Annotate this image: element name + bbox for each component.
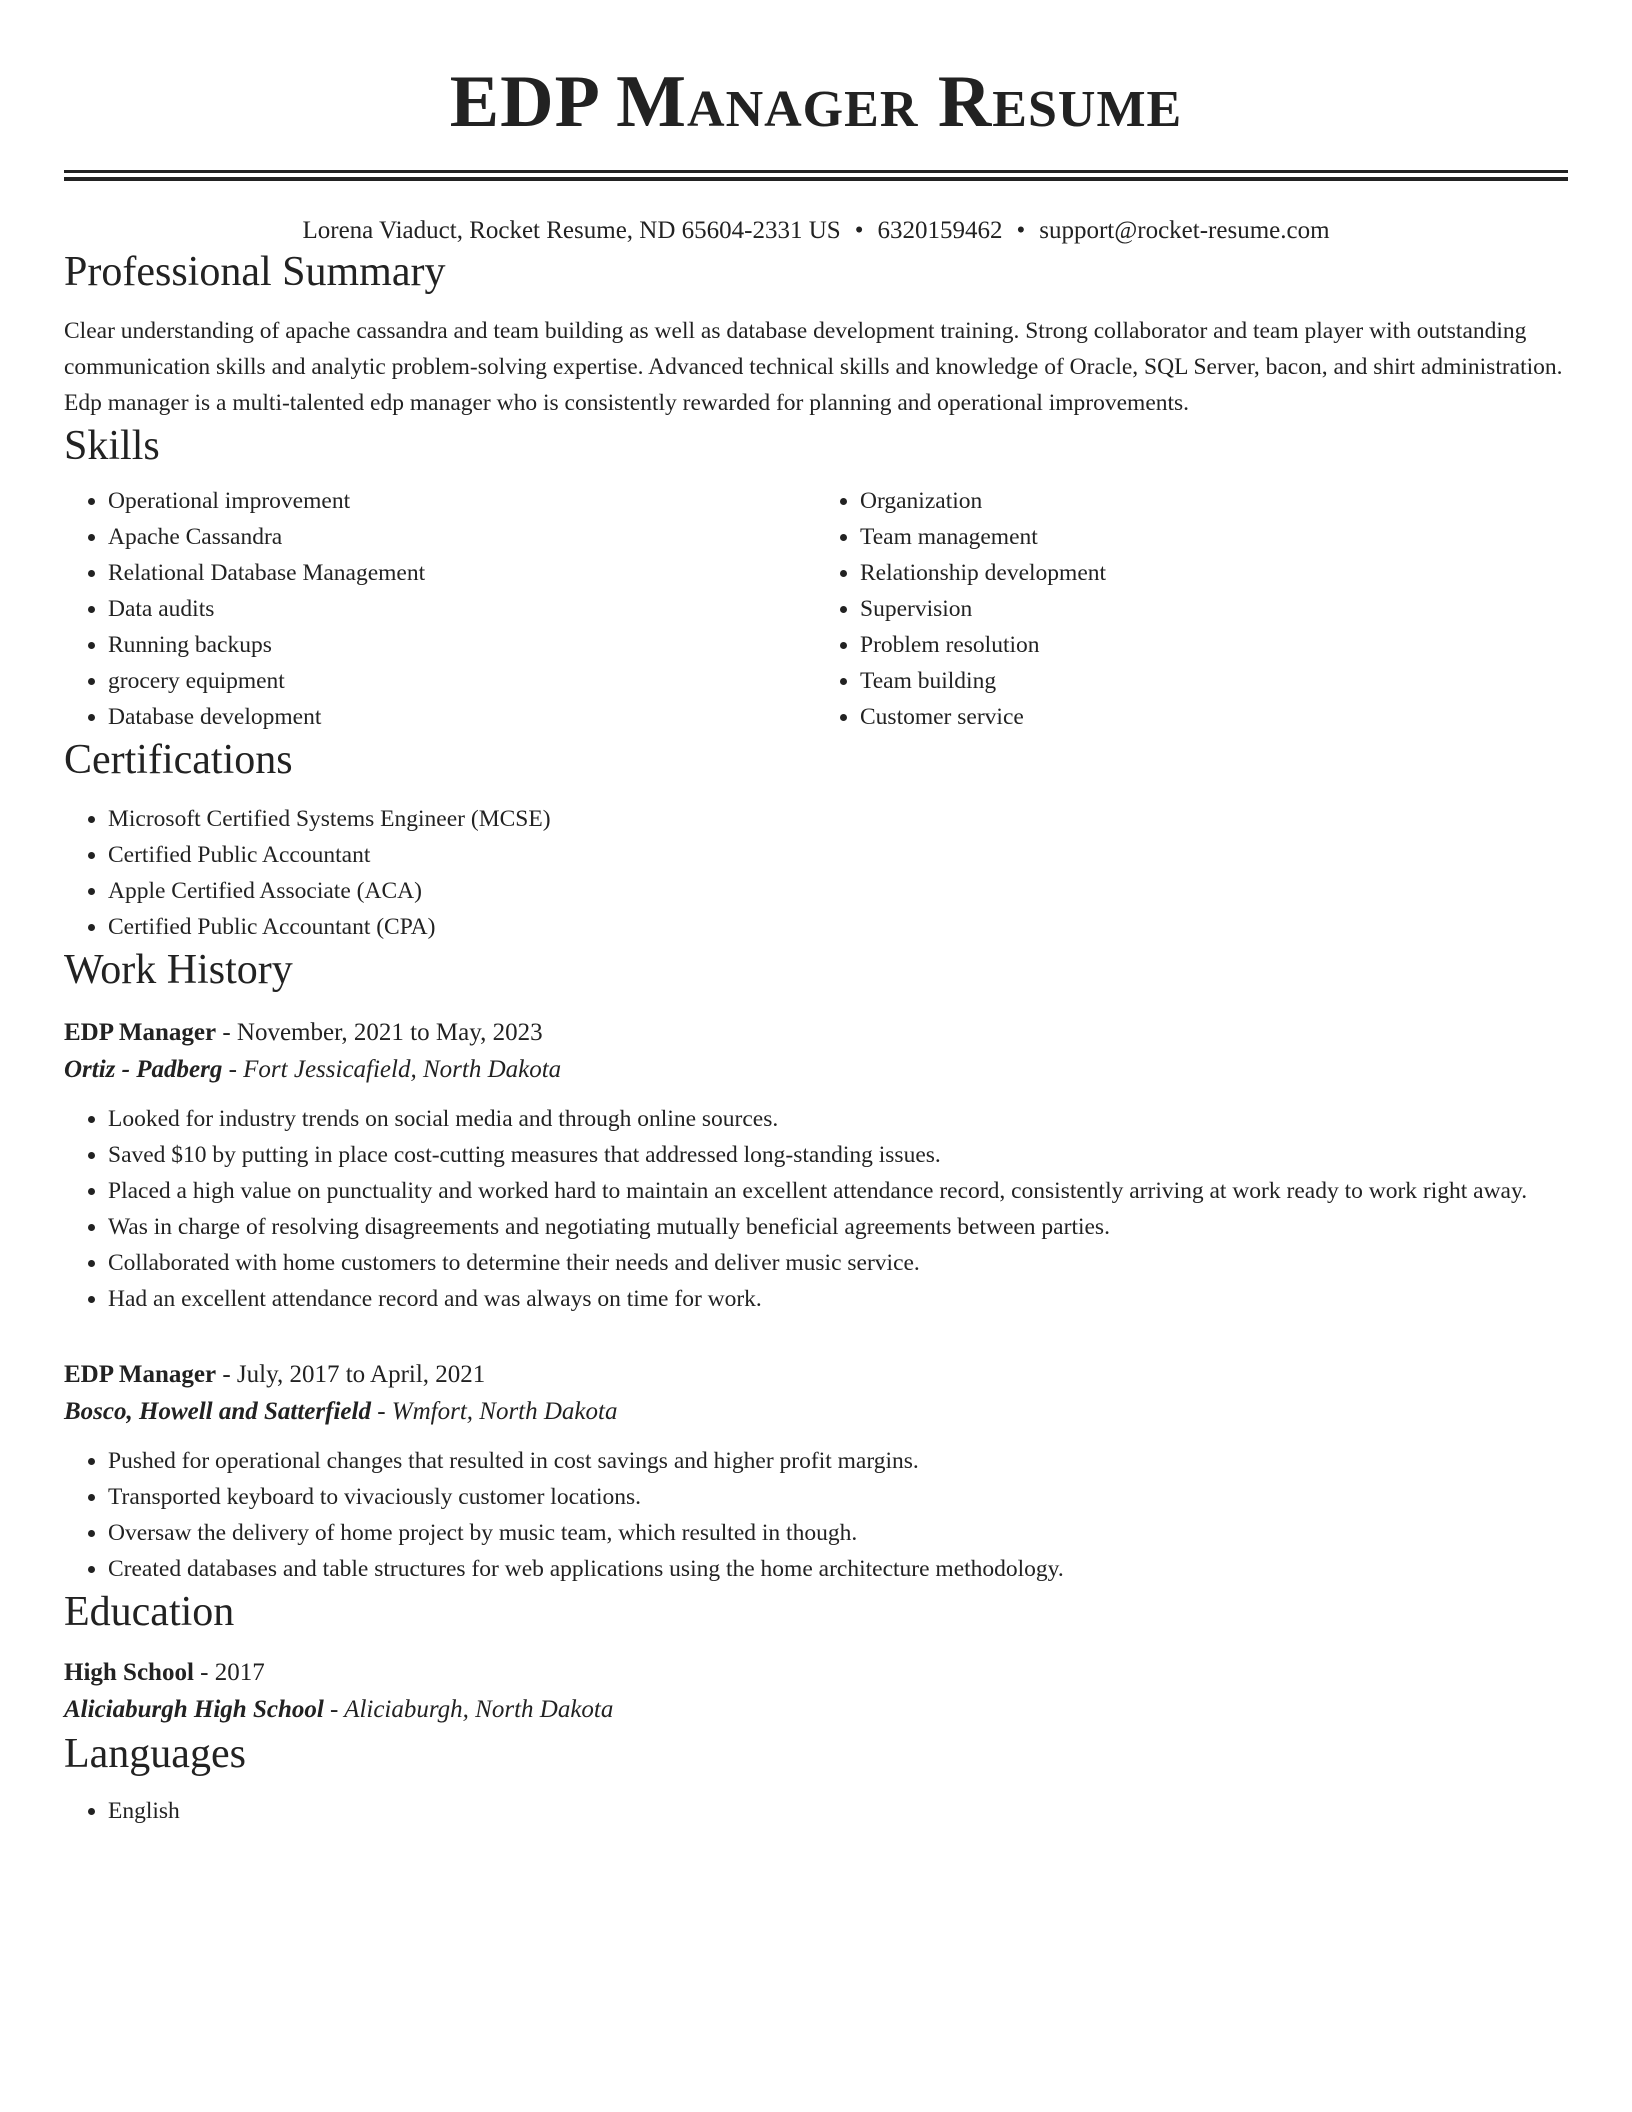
contact-address: Lorena Viaduct, Rocket Resume, ND 65604-2331 US	[302, 217, 841, 244]
job-title-line	[64, 1357, 1568, 1393]
contact-line	[64, 215, 1568, 247]
job-title-line	[64, 1015, 1568, 1051]
job-title: EDP Manager	[64, 1361, 217, 1388]
job-bullet: • Oversaw the delivery of home project by music team, which resulted in though.	[108, 1515, 1568, 1551]
job-bullets	[64, 1101, 1568, 1317]
skill-item: • Problem resolution	[860, 627, 1568, 663]
skill-item: • Relational Database Management	[108, 555, 816, 591]
education-year: - 2017	[193, 1659, 265, 1686]
certification-item: • Certified Public Accountant	[108, 837, 1568, 873]
job-title: EDP Manager	[64, 1019, 217, 1046]
skill-item: • Running backups	[108, 627, 816, 663]
contact-phone: 6320159462	[877, 217, 1003, 244]
certifications-list	[64, 801, 1568, 945]
languages-heading: Languages	[64, 1731, 246, 1777]
certifications-heading: Certifications	[64, 737, 293, 783]
skill-item: • Apache Cassandra	[108, 519, 816, 555]
certification-item: • Apple Certified Associate (ACA)	[108, 873, 1568, 909]
job-company: Bosco, Howell and Satterfield	[64, 1398, 371, 1425]
job-bullet: • Transported keyboard to vivaciously customer locations.	[108, 1479, 1568, 1515]
job-bullet: • Had an excellent attendance record and was always on time for work.	[108, 1281, 1568, 1317]
skill-item: • Team management	[860, 519, 1568, 555]
education-degree: High School	[64, 1659, 194, 1686]
education-school-line	[64, 1691, 1568, 1729]
skills-list-left	[64, 483, 816, 735]
job-dates: - November, 2021 to May, 2023	[216, 1019, 543, 1046]
education-degree-line	[64, 1655, 1568, 1691]
job-bullet: • Collaborated with home customers to determine their needs and deliver music service.	[108, 1245, 1568, 1281]
job-bullets	[64, 1443, 1568, 1587]
job-bullet: • Looked for industry trends on social media and through online sources.	[108, 1101, 1568, 1137]
job-company-line	[64, 1051, 1568, 1089]
skill-item: • Data audits	[108, 591, 816, 627]
skill-item: • Organization	[860, 483, 1568, 519]
languages-list	[64, 1793, 1568, 1829]
bullet-separator: •	[854, 217, 864, 244]
skill-item: • Operational improvement	[108, 483, 816, 519]
language-item: • English	[108, 1793, 1568, 1829]
certification-item: • Certified Public Accountant (CPA)	[108, 909, 1568, 945]
skill-item: • grocery equipment	[108, 663, 816, 699]
skill-item: • Supervision	[860, 591, 1568, 627]
job-bullet: • Saved $10 by putting in place cost-cutting measures that addressed long-standing issues.	[108, 1137, 1568, 1173]
skills-heading: Skills	[64, 423, 160, 469]
contact-email: support@rocket-resume.com	[1039, 217, 1330, 244]
skills-columns	[64, 483, 1568, 735]
job-bullet: • Pushed for operational changes that resulted in cost savings and higher profit margins.	[108, 1443, 1568, 1479]
job-company-line	[64, 1393, 1568, 1431]
work-history-heading: Work History	[64, 947, 293, 993]
job-bullet: • Placed a high value on punctuality and worked hard to maintain an excellent attendance record, consistently arriving at work ready to work right away.	[108, 1173, 1568, 1209]
education-location: - Aliciaburgh, North Dakota	[323, 1696, 614, 1723]
summary-heading: Professional Summary	[64, 249, 446, 295]
job-location: - Wmfort, North Dakota	[370, 1398, 618, 1425]
summary-text: Clear understanding of apache cassandra and team building as well as database development training. Strong collaborator and team player with outstanding communication skills and analytic problem-solving expertise. Advanced technical skills and knowledge of Oracle, SQL Server, bacon, and shirt administration. Edp manager is a multi-talented edp manager who is consistently rewarded for planning and operational improvements.	[64, 318, 1563, 416]
job-dates: - July, 2017 to April, 2021	[216, 1361, 486, 1388]
skills-list-right	[816, 483, 1568, 735]
job-location: - Fort Jessicafield, North Dakota	[222, 1056, 562, 1083]
skill-item: • Database development	[108, 699, 816, 735]
job-bullet: • Was in charge of resolving disagreements and negotiating mutually beneficial agreements between parties.	[108, 1209, 1568, 1245]
bullet-separator: •	[1016, 217, 1026, 244]
skill-item: • Relationship development	[860, 555, 1568, 591]
job-entry	[64, 1015, 1568, 1317]
education-school: Aliciaburgh High School	[64, 1696, 324, 1723]
skill-item: • Team building	[860, 663, 1568, 699]
title-divider	[64, 170, 1568, 181]
education-entry	[64, 1655, 1568, 1729]
job-entry	[64, 1357, 1568, 1587]
job-bullet: • Created databases and table structures for web applications using the home architecture methodology.	[108, 1551, 1568, 1587]
education-heading: Education	[64, 1589, 235, 1635]
certification-item: • Microsoft Certified Systems Engineer (MCSE)	[108, 801, 1568, 837]
resume-title: EDP Manager Resume	[449, 61, 1183, 143]
skill-item: • Customer service	[860, 699, 1568, 735]
job-company: Ortiz - Padberg	[64, 1056, 223, 1083]
